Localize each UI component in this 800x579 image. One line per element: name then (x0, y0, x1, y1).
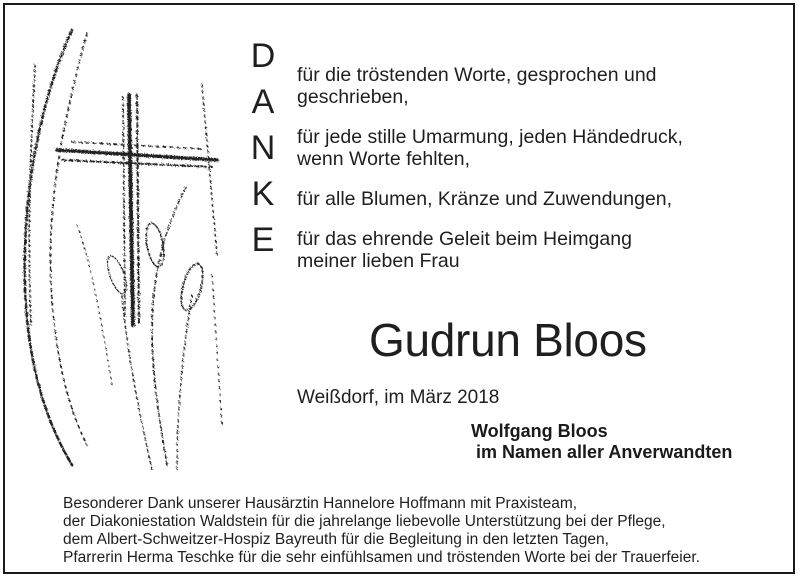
danke-letter: A (251, 83, 275, 121)
deceased-name: Gudrun Bloos (369, 314, 647, 366)
danke-letter: E (251, 221, 275, 259)
danke-letter: D (250, 37, 276, 75)
thanks-phrase: für die tröstenden Worte, gesprochen und geschrieben, (297, 64, 657, 108)
signer-block (471, 421, 732, 463)
footer-line: dem Albert-Schweitzer-Hospiz Bayreuth für die Begleitung in den letzten Tagen, (63, 531, 609, 548)
thanks-phrase: für das ehrende Geleit beim Heimgang meiner lieben Frau (297, 228, 632, 272)
cross-wheat-artwork (17, 25, 227, 470)
signer-relation: im Namen aller Anverwandten (471, 442, 733, 462)
special-thanks-footer (63, 495, 783, 567)
danke-letter: K (251, 175, 275, 213)
danke-vertical-heading (243, 33, 283, 263)
thanks-phrase: für jede stille Umarmung, jeden Händedruck, wenn Worte fehlten, (297, 126, 683, 170)
footer-line: Pfarrerin Herma Teschke für die sehr einfühlsamen und tröstenden Worte bei der Trauerfeier. (63, 549, 700, 566)
place-date: Weißdorf, im März 2018 (297, 387, 500, 408)
signer-name: Wolfgang Bloos (471, 421, 608, 441)
obituary-card (3, 3, 795, 574)
thanks-phrases (297, 64, 767, 290)
danke-letter: N (250, 129, 276, 167)
thanks-phrase: für alle Blumen, Kränze und Zuwendungen, (297, 188, 673, 210)
footer-line: der Diakoniestation Waldstein für die jahrelange liebevolle Unterstützung bei der Pflege, (63, 513, 666, 530)
footer-line: Besonderer Dank unserer Hausärztin Hannelore Hoffmann mit Praxisteam, (63, 495, 578, 512)
